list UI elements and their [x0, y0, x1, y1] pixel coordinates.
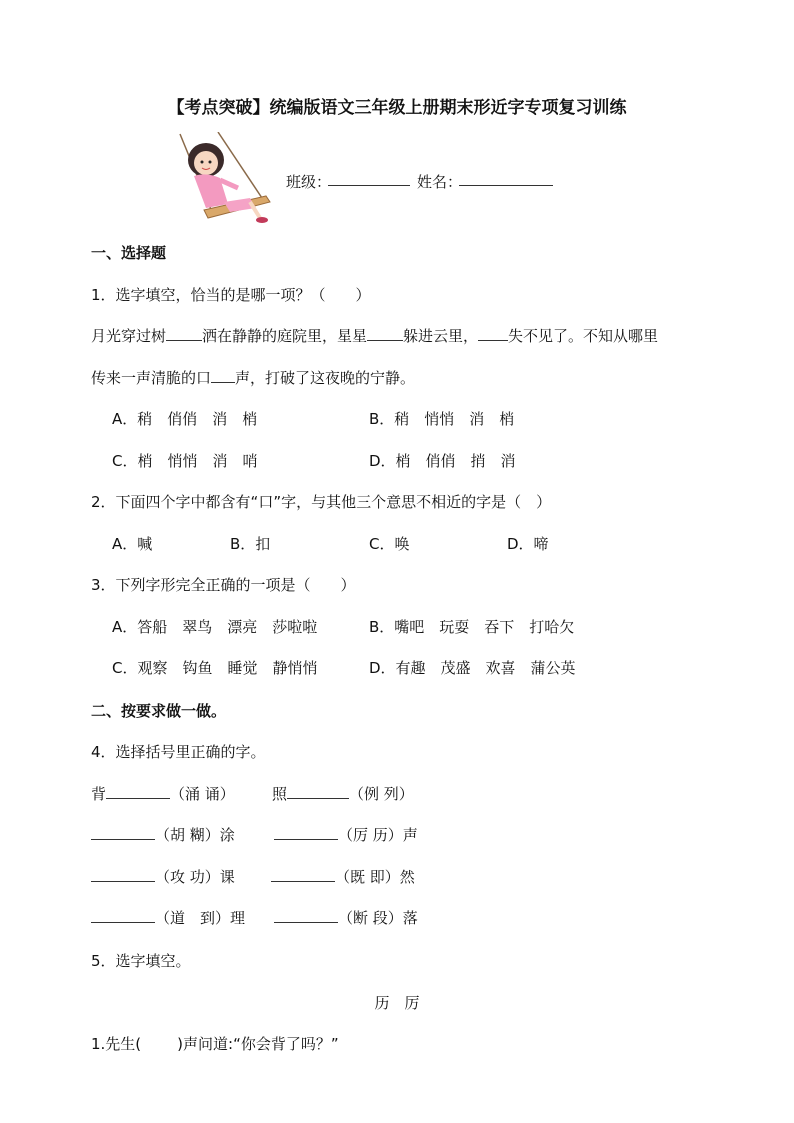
q4-item-4: （厉 历）声: [274, 824, 418, 845]
q2-option-a[interactable]: A．喊: [112, 535, 153, 553]
q1-passage-line2: 传来一声清脆的口 声，打破了这夜晚的宁静。: [91, 369, 416, 387]
name-label: 姓名：: [417, 173, 463, 191]
q5-stem: 5．选字填空。: [91, 952, 191, 970]
page-title: 【考点突破】统编版语文三年级上册期末形近字专项复习训练: [167, 98, 627, 118]
section1-heading: 一、选择题: [91, 244, 167, 262]
q4-item-1: 背 （涌 诵）: [91, 785, 235, 803]
blank[interactable]: [367, 326, 403, 341]
blank[interactable]: [91, 825, 155, 840]
q3-stem: 3．下列字形完全正确的一项是（ ）: [91, 576, 356, 594]
blank[interactable]: [274, 825, 338, 840]
blank[interactable]: [211, 368, 235, 383]
q4-item-7: （道 到）理: [91, 907, 245, 928]
q3-option-b[interactable]: B．嘴吧 玩耍 吞下 打哈欠: [369, 618, 575, 636]
q2-option-c[interactable]: C．唤: [369, 535, 410, 553]
q4-item-6: （既 即）然: [271, 866, 415, 887]
blank[interactable]: [166, 326, 202, 341]
q1-option-c[interactable]: C．梢 悄悄 消 哨: [112, 452, 258, 470]
q1-stem: 1．选字填空，恰当的是哪一项？（ ）: [91, 286, 371, 304]
q1-option-b[interactable]: B．稍 悄悄 消 梢: [369, 410, 515, 428]
blank[interactable]: [274, 908, 338, 923]
q1-passage-line1: 月光穿过树 洒在静静的庭院里，星星 躲进云里， 失不见了。不知从哪里: [91, 327, 659, 345]
blank[interactable]: [106, 784, 170, 799]
q5-sentence-1: 1.先生( )声问道:“你会背了吗？”: [91, 1035, 339, 1053]
blank[interactable]: [287, 784, 349, 799]
q3-option-d[interactable]: D．有趣 茂盛 欢喜 蒲公英: [369, 659, 576, 677]
section2-heading: 二、按要求做一做。: [91, 702, 227, 720]
blank[interactable]: [91, 908, 155, 923]
q1-option-d[interactable]: D．梢 俏俏 捎 消: [369, 452, 516, 470]
class-blank[interactable]: [328, 171, 410, 186]
q4-item-3: （胡 糊）涂: [91, 824, 235, 845]
q3-option-c[interactable]: C．观察 钩鱼 睡觉 静悄悄: [112, 659, 318, 677]
blank[interactable]: [271, 867, 335, 882]
q4-stem: 4．选择括号里正确的字。: [91, 743, 266, 761]
q5-char-choices: 历 厉: [374, 994, 420, 1012]
girl-on-swing-illustration: [166, 132, 274, 228]
q2-stem: 2．下面四个字中都含有“口”字，与其他三个意思不相近的字是（ ）: [91, 493, 552, 511]
name-blank[interactable]: [459, 171, 553, 186]
q4-item-2: 照 （例 列）: [272, 785, 414, 803]
blank[interactable]: [91, 867, 155, 882]
q4-item-8: （断 段）落: [274, 907, 418, 928]
class-label: 班级：: [286, 173, 332, 191]
q2-option-b[interactable]: B．扣: [230, 535, 271, 553]
q3-option-a[interactable]: A．答船 翠鸟 漂亮 莎啦啦: [112, 618, 318, 636]
q2-option-d[interactable]: D．啼: [507, 535, 549, 553]
q4-item-5: （攻 功）课: [91, 866, 235, 887]
q1-option-a[interactable]: A．稍 俏俏 消 梢: [112, 410, 258, 428]
blank[interactable]: [478, 326, 508, 341]
